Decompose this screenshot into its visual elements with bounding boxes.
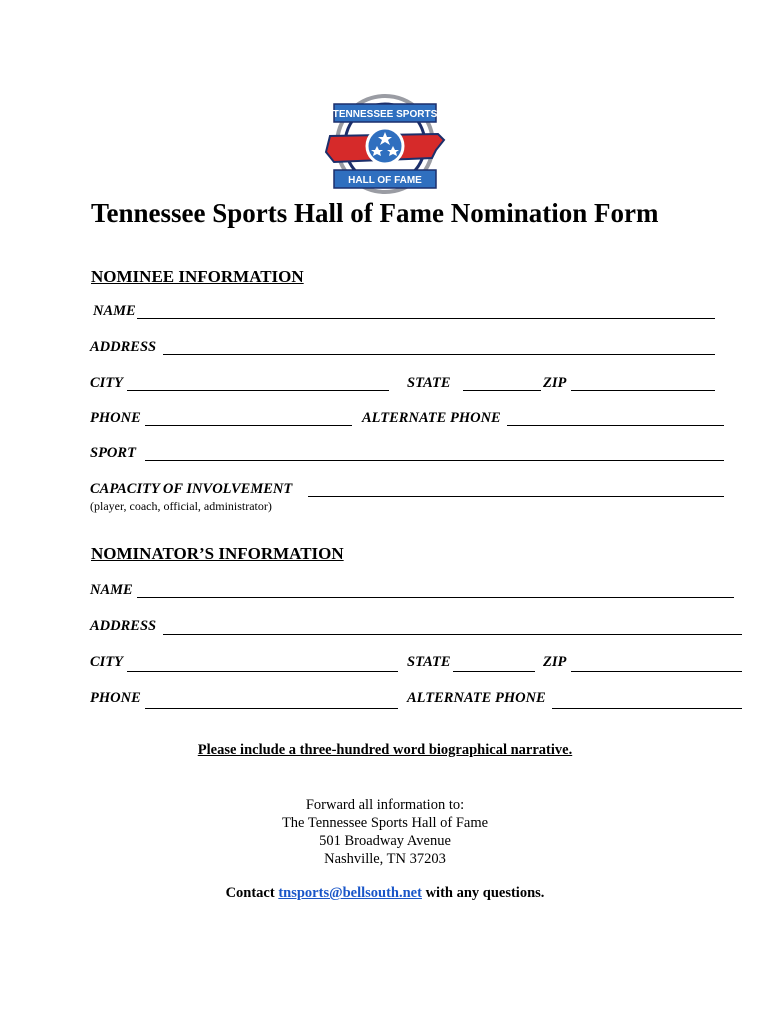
biography-instruction: Please include a three-hundred word biographical narrative.: [197, 742, 573, 758]
hall-of-fame-logo: [320, 94, 450, 194]
nominee-section-heading: NOMINEE INFORMATION: [91, 267, 304, 286]
nominator-phone-label: PHONE: [90, 690, 141, 706]
contact-email-link[interactable]: tnsports@bellsouth.net: [278, 885, 422, 901]
nominator-address-label: ADDRESS: [90, 618, 157, 634]
nominee-name-field[interactable]: [137, 318, 715, 319]
nominee-capacity-label: CAPACITY OF INVOLVEMENT: [90, 481, 293, 497]
nominator-alt-phone-label: ALTERNATE PHONE: [407, 690, 546, 706]
nominee-address-field[interactable]: [163, 354, 715, 355]
nominee-zip-label: ZIP: [543, 375, 567, 391]
contact-line: [0, 885, 770, 902]
capacity-hint: (player, coach, official, administrator): [90, 499, 272, 513]
forward-org: The Tennessee Sports Hall of Fame: [281, 815, 489, 831]
logo-top-text: TENNESSEE SPORTS: [332, 109, 438, 120]
nominator-state-field[interactable]: [453, 671, 535, 672]
nominee-sport-label: SPORT: [90, 445, 136, 461]
nominator-phone-field[interactable]: [145, 708, 398, 709]
nominee-capacity-field[interactable]: [308, 496, 724, 497]
nominee-alt-phone-label: ALTERNATE PHONE: [362, 410, 501, 426]
nominee-address-label: ADDRESS: [90, 339, 157, 355]
nominee-zip-field[interactable]: [571, 390, 715, 391]
form-title: Tennessee Sports Hall of Fame Nomination Form: [91, 198, 659, 228]
nominee-city-label: CITY: [90, 375, 124, 391]
nominator-city-field[interactable]: [127, 671, 398, 672]
nominee-state-field[interactable]: [463, 390, 541, 391]
nominator-alt-phone-field[interactable]: [552, 708, 742, 709]
nominee-name-label: NAME: [93, 303, 136, 319]
nominator-city-label: CITY: [90, 654, 124, 670]
nominator-address-field[interactable]: [163, 634, 742, 635]
nominee-state-label: STATE: [407, 375, 451, 391]
logo-bottom-text: HALL OF FAME: [348, 175, 422, 186]
nominee-sport-field[interactable]: [145, 460, 724, 461]
nominee-city-field[interactable]: [127, 390, 389, 391]
nominator-zip-field[interactable]: [571, 671, 742, 672]
nominator-name-label: NAME: [90, 582, 133, 598]
nominee-alt-phone-field[interactable]: [507, 425, 724, 426]
forward-street: 501 Broadway Avenue: [319, 833, 451, 849]
nominee-phone-label: PHONE: [90, 410, 141, 426]
contact-suffix: with any questions.: [421, 885, 545, 901]
contact-prefix: Contact: [225, 885, 279, 901]
nominator-state-label: STATE: [407, 654, 451, 670]
nominator-zip-label: ZIP: [543, 654, 567, 670]
nominee-phone-field[interactable]: [145, 425, 352, 426]
nominator-section-heading: NOMINATOR’S INFORMATION: [91, 544, 344, 563]
forward-city: Nashville, TN 37203: [324, 851, 446, 867]
nominator-name-field[interactable]: [137, 597, 734, 598]
forward-intro: Forward all information to:: [305, 797, 465, 813]
